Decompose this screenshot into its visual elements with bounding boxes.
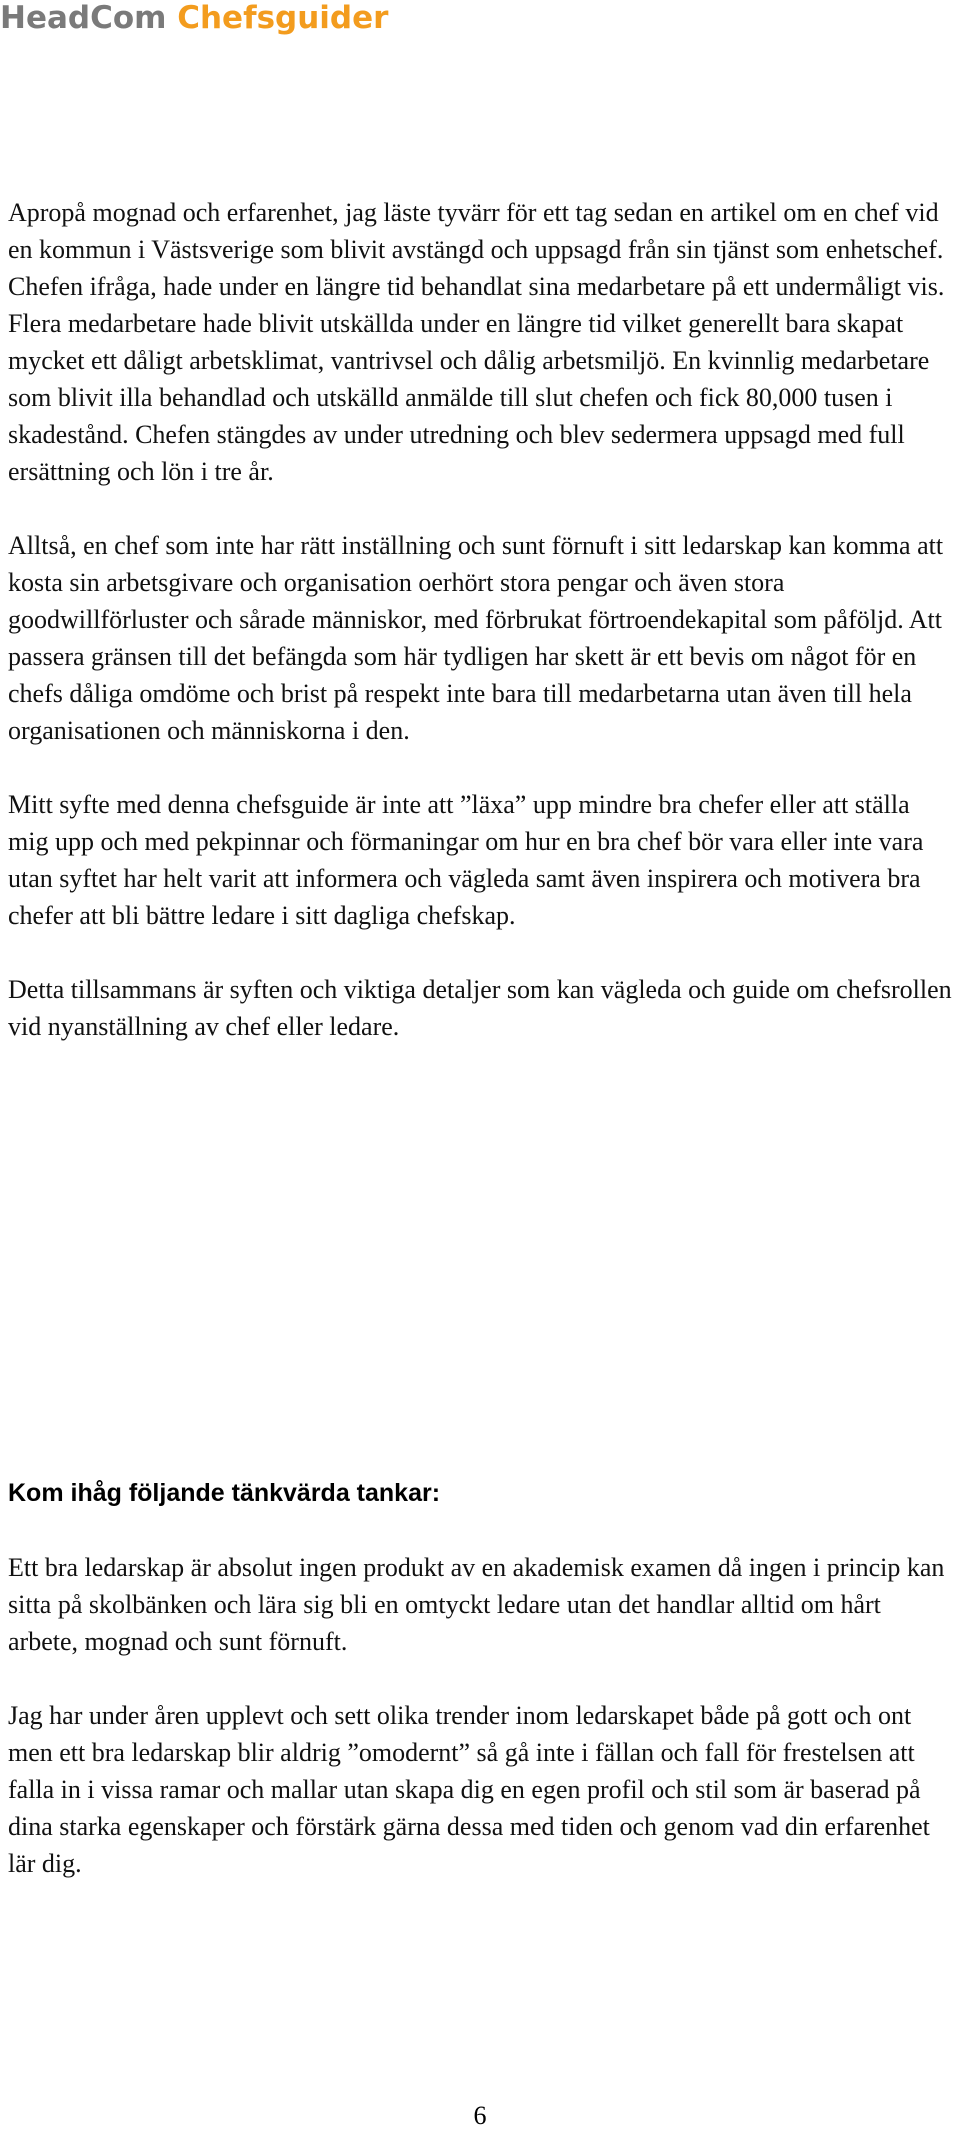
paragraph-guide-purpose: Mitt syfte med denna chefsguide är inte att ”läxa” upp mindre bra chefer eller att ställa mig upp och med pekpinnar och förmaningar om hur en bra chef bör vara eller inte vara utan syftet har helt varit att informera och vägleda samt även inspirera och motivera bra chefer att bli bättre ledare i sitt dagliga chefskap. bbox=[8, 790, 924, 930]
paragraph-leadership-trends: Jag har under åren upplevt och sett olika trender inom ledarskapet både på gott och ont men ett bra ledarskap blir aldrig ”omodernt” så gå inte i fällan och fall för frestelsen att falla in i vissa ramar och mallar utan skapa dig en egen profil och stil som är baserad på dina starka egenskaper och förstärk gärna dessa med tiden och genom vad din erfarenhet lär dig. bbox=[8, 1701, 930, 1878]
paragraph-leadership-not-academic: Ett bra ledarskap är absolut ingen produkt av en akademisk examen då ingen i princip kan sitta på skolbänken och lära sig bli en omtyckt ledare utan det handlar alltid om hårt arbete, mognad och sunt förnuft. bbox=[8, 1553, 945, 1656]
paragraph-suspended-manager: Apropå mognad och erfarenhet, jag läste tyvärr för ett tag sedan en artikel om en chef vid en kommun i Västsverige som blivit avstängd och uppsagd från sin tjänst som enhetschef. Chefen ifråga, hade under en längre tid behandlat sina medarbetare på ett undermåligt vis. Flera medarbetare hade blivit utskällda under en längre tid vilket generellt bara skapat mycket ett dåligt arbetsklimat, vantrivsel och dålig arbetsmiljö. En kvinnlig medarbetare som blivit illa behandlad och utskälld anmälde till slut chefen och fick 80,000 tusen i skadestånd. Chefen stängdes av under utredning och blev sedermera uppsagd med full ersättning och lön i tre år. bbox=[8, 198, 945, 486]
brand-name-headcom: HeadCom bbox=[0, 0, 167, 36]
intro-text-block bbox=[8, 194, 953, 1045]
reflections-section bbox=[8, 1475, 953, 1882]
page-header bbox=[0, 0, 388, 40]
page-number: 6 bbox=[473, 2101, 487, 2130]
brand-name-chefsguider: Chefsguider bbox=[177, 0, 389, 36]
paragraph-summary: Detta tillsammans är syften och viktiga detaljer som kan vägleda och guide om chefsrollen vid nyanställning av chef eller ledare. bbox=[8, 975, 952, 1041]
section-heading: Kom ihåg följande tänkvärda tankar: bbox=[8, 1479, 441, 1507]
paragraph-cost-of-bad-leadership: Alltså, en chef som inte har rätt inställning och sunt förnuft i sitt ledarskap kan komma att kosta sin arbetsgivare och organisation oerhört stora pengar och även stora goodwillförluster och sårade människor, med förbrukat förtroendekapital som påföljd. Att passera gränsen till det befängda som här tydligen har skett är ett bevis om något för en chefs dåliga omdöme och brist på respekt inte bara till medarbetarna utan även till hela organisationen och människorna i den. bbox=[8, 531, 944, 745]
